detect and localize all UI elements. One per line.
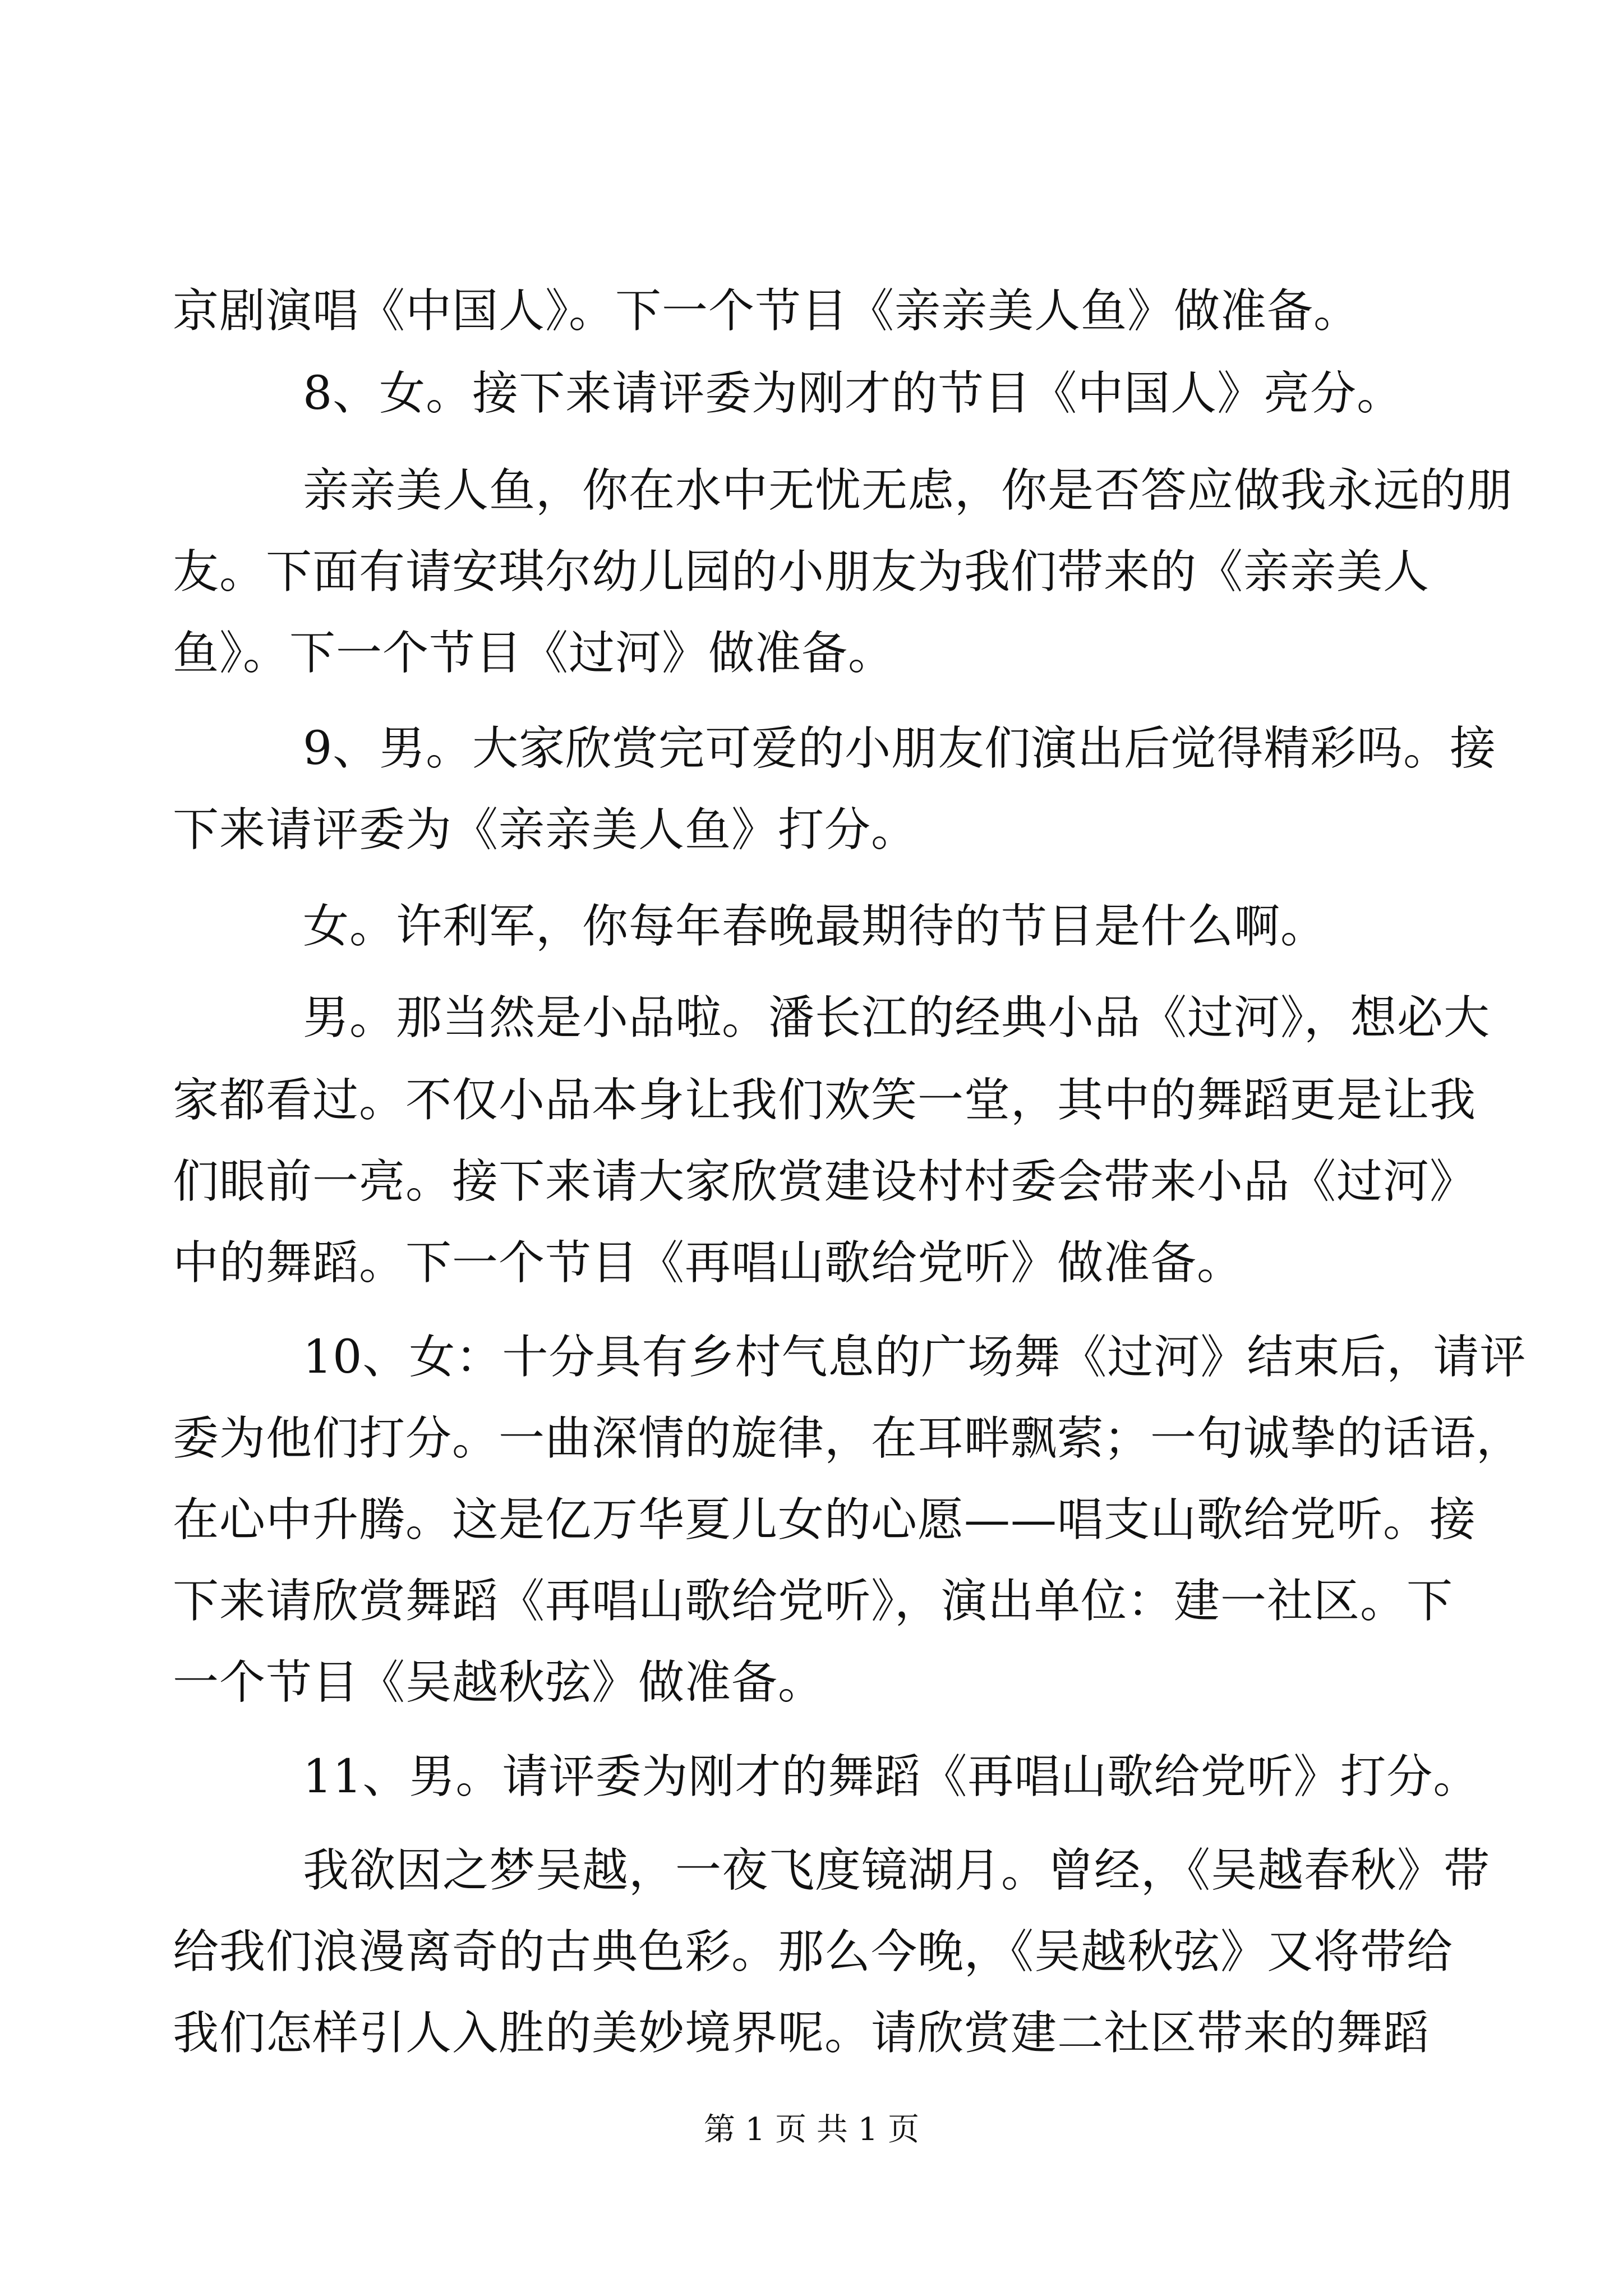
page-footer: 第 1 页 共 1 页 xyxy=(703,2111,920,2148)
text-line: 男。那当然是小品啦。潘长江的经典小品《过河》，想必大 xyxy=(303,991,1491,1045)
text-line: 中的舞蹈。下一个节目《再唱山歌给党听》做准备。 xyxy=(173,1236,1244,1290)
text-line: 我们怎样引人入胜的美妙境界呢。请欣赏建二社区带来的舞蹈 xyxy=(173,2007,1430,2060)
text-line: 给我们浪漫离奇的古典色彩。那么今晚，《吴越秋弦》又将带给 xyxy=(173,1925,1454,1978)
text-line: 家都看过。不仅小品本身让我们欢笑一堂，其中的舞蹈更是让我 xyxy=(173,1074,1477,1127)
text-line: 们眼前一亮。接下来请大家欣赏建设村村委会带来小品《过河》 xyxy=(173,1155,1477,1208)
text-line: 在心中升腾。这是亿万华夏儿女的心愿——唱支山歌给党听。接 xyxy=(173,1493,1477,1547)
text-line: 友。下面有请安琪尔幼儿园的小朋友为我们带来的《亲亲美人 xyxy=(173,545,1430,599)
text-line: 我欲因之梦吴越，一夜飞度镜湖月。曾经，《吴越春秋》带 xyxy=(303,1844,1491,1897)
text-line: 下来请评委为《亲亲美人鱼》打分。 xyxy=(173,803,918,857)
text-line: 10、女：十分具有乡村气息的广场舞《过河》结束后，请评 xyxy=(303,1331,1527,1384)
text-line: 9、男。大家欣赏完可爱的小朋友们演出后觉得精彩吗。接 xyxy=(303,722,1497,775)
text-line: 委为他们打分。一曲深情的旋律，在耳畔飘萦；一句诚挚的话语， xyxy=(173,1412,1523,1465)
text-line: 京剧演唱《中国人》。下一个节目《亲亲美人鱼》做准备。 xyxy=(173,284,1361,338)
text-line: 女。许利军，你每年春晚最期待的节目是什么啊。 xyxy=(303,900,1327,953)
text-line: 8、女。接下来请评委为刚才的节目《中国人》亮分。 xyxy=(303,367,1404,420)
text-line: 下来请欣赏舞蹈《再唱山歌给党听》，演出单位：建一社区。下 xyxy=(173,1575,1454,1628)
text-line: 一个节目《吴越秋弦》做准备。 xyxy=(173,1656,825,1709)
text-line: 亲亲美人鱼，你在水中无忧无虑，你是否答应做我永远的朋 xyxy=(303,464,1514,517)
text-line: 鱼》。下一个节目《过河》做准备。 xyxy=(173,627,895,680)
text-line: 11、男。请评委为刚才的舞蹈《再唱山歌给党听》打分。 xyxy=(303,1750,1480,1803)
